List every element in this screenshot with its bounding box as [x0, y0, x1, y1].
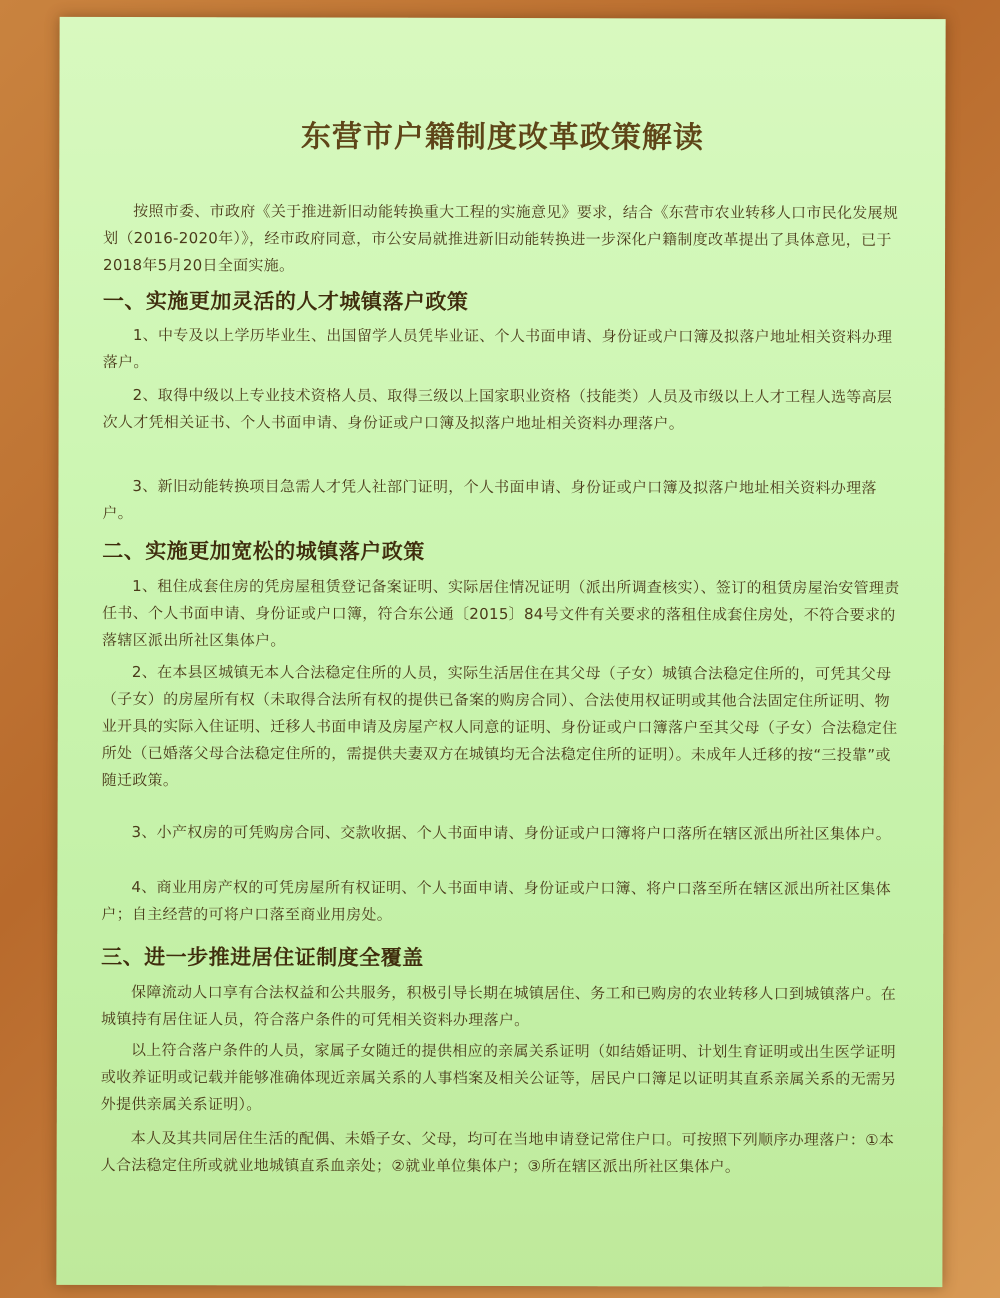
section-3-paragraph-1: 保障流动人口享有合法权益和公共服务，积极引导长期在城镇居住、务工和已购房的农业转移人口到城镇落户。在城镇持有居住证人员，符合落户条件的可凭相关资料办理落户。: [101, 983, 897, 1030]
section-3-paragraph-2: 以上符合落户条件的人员，家属子女随迁的提供相应的亲属关系证明（如结婚证明、计划生育证明或出生医学证明或收养证明或记载并能够准确体现近亲属关系的人事档案及相关公证等，居民户口簿足以证明其直系亲属关系的无需另外提供亲属关系证明）。: [100, 1041, 897, 1114]
section-2-heading: 二、实施更加宽松的城镇落户政策: [102, 538, 425, 564]
section-2-item-4: 4、商业用房产权的可凭房屋所有权证明、个人书面申请、身份证或户口簿、将户口落至所在辖区派出所社区集体户；自主经营的可将户口落至商业用房处。: [101, 878, 891, 924]
intro-paragraph: 按照市委、市政府《关于推进新旧动能转换重大工程的实施意见》要求，结合《东营市农业转移人口市民化发展规划（2016-2020年）》，经市政府同意，市公安局就推进新旧动能转换进一步深化户籍制度改革提出了具体意见，已于2018年5月20日全面实施。: [102, 202, 899, 275]
section-3-paragraph-3: 本人及其共同居住生活的配偶、未婚子女、父母，均可在当地申请登记常住户口。可按照下列顺序办理落户：①本人合法稳定住所或就业地城镇直系血亲处；②就业单位集体户；③所在辖区派出所社区集体户。: [100, 1129, 895, 1176]
section-2-item-1: 1、租住成套住房的凭房屋租赁登记备案证明、实际居住情况证明（派出所调查核实）、签订的租赁房屋治安管理责任书、个人书面申请、身份证或户口簿，符合东公通〔2015〕84号文件有关要求的落租住成套住房处，不符合要求的落辖区派出所社区集体户。: [102, 577, 900, 650]
section-1-heading: 一、实施更加灵活的人才城镇落户政策: [102, 288, 469, 314]
section-1-item-2: 2、取得中级以上专业技术资格人员、取得三级以上国家职业资格（技能类）人员及市级以上人才工程人选等高层次人才凭相关证书、个人书面申请、身份证或户口簿及拟落户地址相关资料办理落户。: [102, 386, 893, 433]
section-1-item-1: 1、中专及以上学历毕业生、出国留学人员凭毕业证、个人书面申请、身份证或户口簿及拟落户地址相关资料办理落户。: [102, 326, 893, 372]
section-1-item-3: 3、新旧动能转换项目急需人才凭人社部门证明，个人书面申请、身份证或户口簿及拟落户地址相关资料办理落户。: [102, 477, 877, 523]
policy-document-sheet: [56, 17, 945, 1287]
section-2-item-3: 3、小产权房的可凭购房合同、交款收据、个人书面申请、身份证或户口簿将户口落所在辖区派出所社区集体户。: [131, 823, 892, 844]
section-2-item-2: 2、在本县区城镇无本人合法稳定住所的人员，实际生活居住在其父母（子女）城镇合法稳定住所的，可凭其父母（子女）的房屋所有权（未取得合法所有权的提供已备案的购房合同）、合法使用权证明或其他合法固定住所证明、物业开具的实际入住证明、迁移人书面申请及房屋产权人同意的证明、身份证或户口簿落户至其父母（子女）合法稳定住所处（已婚落父母合法稳定住所的，需提供夫妻双方在城镇均无合法稳定住所的证明）。未成年人迁移的按“三投靠”或随迁政策。: [101, 663, 898, 790]
document-title: 东营市户籍制度改革政策解读: [300, 119, 704, 156]
section-3-heading: 三、进一步推进居住证制度全覆盖: [101, 944, 424, 970]
